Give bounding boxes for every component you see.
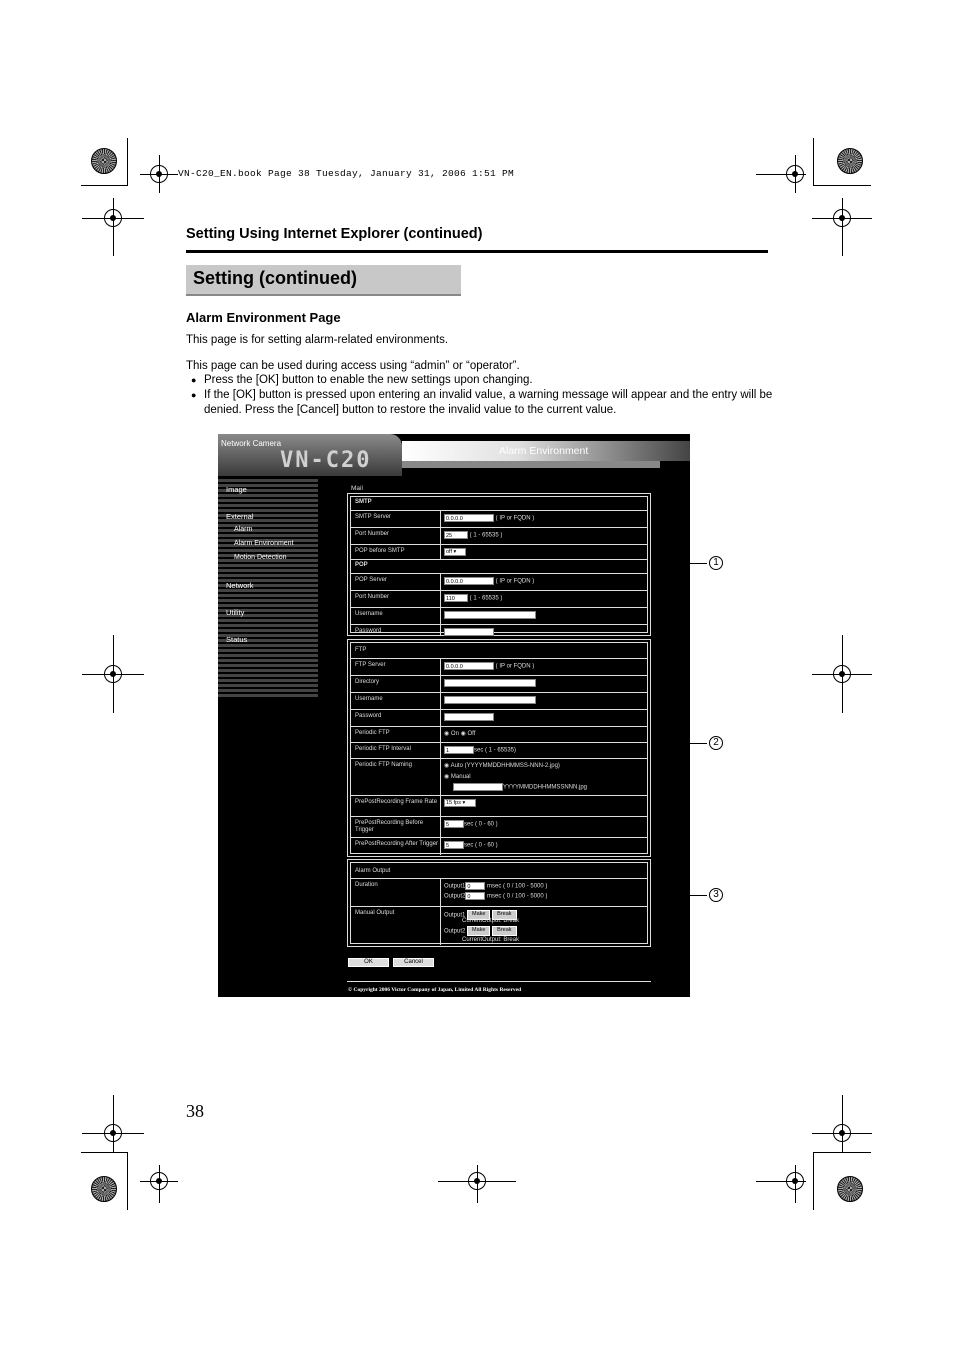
nav-network[interactable]: Network xyxy=(226,581,254,590)
naming-auto-radio[interactable]: ◉ Auto (YYYYMMDDHHMMSS-NNN-2.jpg) xyxy=(444,763,560,769)
ftp-server-row: FTP Server 0.0.0.0 ( IP or FQDN ) xyxy=(351,659,647,676)
mail-heading: Mail xyxy=(351,485,363,492)
registration-rosette-icon xyxy=(91,148,117,174)
duration-output1-input[interactable]: 0 xyxy=(465,882,485,890)
pop-username-input[interactable] xyxy=(444,611,536,619)
cancel-button[interactable]: Cancel xyxy=(393,958,434,967)
callout-line xyxy=(652,563,707,564)
logo-area xyxy=(218,434,402,476)
duration-output2-input[interactable]: 0 xyxy=(465,892,485,900)
output1-break-button[interactable]: Break xyxy=(492,910,516,920)
frame-rate-select[interactable]: 15 fps ▾ xyxy=(444,799,476,807)
alarm-environment-screenshot xyxy=(218,434,690,997)
copyright-text: © Copyright 2006 Victor Company of Japan, Limited All Rights Reserved xyxy=(348,987,522,993)
bullet-icon: ● xyxy=(191,375,197,385)
logo-caption: Network Camera xyxy=(221,439,282,448)
copyright-rule xyxy=(347,981,651,982)
bullet-text-2: If the [OK] button is pressed upon entering an invalid value, a warning message will appear and the entry will be denied. Press the [Cancel] button to restore the invalid value to the current value. xyxy=(204,389,773,416)
periodic-off-radio[interactable]: ◉ Off xyxy=(460,731,476,737)
pop-username-row: Username xyxy=(351,608,647,625)
callout-3: 3 xyxy=(709,888,723,902)
after-trigger-input[interactable]: 5 xyxy=(444,841,464,849)
smtp-port-row: Port Number 25 ( 1 - 65535 ) xyxy=(351,528,647,545)
pop-password-row: Password xyxy=(351,625,647,635)
header-underline xyxy=(402,461,660,468)
nav-external[interactable]: External xyxy=(226,512,254,521)
bullet-icon: ● xyxy=(191,390,197,400)
duration-row: Duration Output1 0 msec ( 0 / 100 - 5000 ) Output2 0 msec ( 0 / 100 - 5000 ) xyxy=(351,879,647,907)
pop-port-row: Port Number 110 ( 1 - 65535 ) xyxy=(351,591,647,608)
output2-current-status: CurrentOutput: Break xyxy=(462,937,520,943)
callout-line xyxy=(652,743,707,744)
section-banner xyxy=(186,265,461,296)
ftp-username-row: Username xyxy=(351,693,647,710)
smtp-server-input[interactable]: 0.0.0.0 xyxy=(444,514,494,522)
output1-make-button[interactable]: Make xyxy=(467,910,490,920)
smtp-header: SMTP xyxy=(351,497,647,511)
pop-before-smtp-select[interactable]: off ▾ xyxy=(444,548,466,556)
naming-manual-radio[interactable]: ◉ Manual xyxy=(444,774,471,780)
output2-make-button[interactable]: Make xyxy=(467,926,490,936)
page-number: 38 xyxy=(186,1101,204,1121)
periodic-interval-row: Periodic FTP Interval 1 sec ( 1 - 65535) xyxy=(351,743,647,759)
alarm-output-group xyxy=(347,859,651,947)
nav-alarm-environment[interactable]: Alarm Environment xyxy=(234,540,294,547)
nav-alarm[interactable]: Alarm xyxy=(234,526,253,533)
registration-rosette-icon xyxy=(91,1176,117,1202)
ftp-directory-row: Directory xyxy=(351,676,647,693)
product-logo: VN-C20 xyxy=(280,448,372,473)
ftp-settings-group xyxy=(347,639,651,857)
page-title: Alarm Environment xyxy=(499,445,589,457)
naming-manual-input[interactable] xyxy=(453,783,503,791)
smtp-server-row: SMTP Server 0.0.0.0 ( IP or FQDN ) xyxy=(351,511,647,528)
callout-1: 1 xyxy=(709,556,723,570)
before-trigger-input[interactable]: 5 xyxy=(444,820,464,828)
section-title: Setting Using Internet Explorer (continued) xyxy=(186,226,483,242)
output2-break-button[interactable]: Break xyxy=(492,926,516,936)
ftp-server-input[interactable]: 0.0.0.0 xyxy=(444,662,494,670)
pop-password-input[interactable] xyxy=(444,628,494,636)
pop-server-row: POP Server 0.0.0.0 ( IP or FQDN ) xyxy=(351,574,647,591)
before-trigger-row: PrePostRecording Before Trigger 5 sec ( 0 - 60 ) xyxy=(351,817,647,838)
manual-output-row: Manual Output Output1 Make Break CurrentOutput: Break Output2 Make Break CurrentOutput: Break xyxy=(351,907,647,945)
ftp-directory-input[interactable] xyxy=(444,679,536,687)
print-header: VN-C20_EN.book Page 38 Tuesday, January 31, 2006 1:51 PM xyxy=(178,168,515,179)
bullet-text-1: Press the [OK] button to enable the new settings upon changing. xyxy=(204,374,533,386)
callout-2: 2 xyxy=(709,736,723,750)
banner-title: Setting (continued) xyxy=(193,268,357,288)
registration-rosette-icon xyxy=(837,148,863,174)
ok-button[interactable]: OK xyxy=(348,958,389,967)
pop-port-input[interactable]: 110 xyxy=(444,594,468,602)
callout-line xyxy=(652,895,707,896)
nav-status[interactable]: Status xyxy=(226,635,248,644)
frame-rate-row: PrePostRecording Frame Rate 15 fps ▾ xyxy=(351,796,647,817)
pop-before-smtp-row: POP before SMTP off ▾ xyxy=(351,545,647,560)
output1-current-status: CurrentOutput: Break xyxy=(462,918,520,924)
ftp-password-row: Password xyxy=(351,710,647,727)
mail-settings-group xyxy=(347,493,651,636)
intro-text: This page is for setting alarm-related environments. xyxy=(186,334,449,346)
access-note: This page can be used during access using “admin” or “operator”. xyxy=(186,360,520,372)
section-rule xyxy=(186,250,768,253)
periodic-interval-input[interactable]: 1 xyxy=(444,746,474,754)
periodic-on-radio[interactable]: ◉ On xyxy=(444,731,459,737)
registration-rosette-icon xyxy=(837,1176,863,1202)
after-trigger-row: PrePostRecording After Trigger 5 sec ( 0 - 60 ) xyxy=(351,838,647,855)
ftp-password-input[interactable] xyxy=(444,713,494,721)
pop-header: POP xyxy=(351,560,647,574)
pop-server-input[interactable]: 0.0.0.0 xyxy=(444,577,494,585)
subsection-title: Alarm Environment Page xyxy=(186,310,341,325)
periodic-naming-row: Periodic FTP Naming ◉ Auto (YYYYMMDDHHMMSS-NNN-2.jpg) ◉ Manual YYYYMMDDHHMMSSNNN.jpg xyxy=(351,759,647,796)
smtp-port-input[interactable]: 25 xyxy=(444,531,468,539)
nav-utility[interactable]: Utility xyxy=(226,608,245,617)
nav-image[interactable]: Image xyxy=(226,485,247,494)
nav-motion-detection[interactable]: Motion Detection xyxy=(234,554,287,561)
alarm-output-header: Alarm Output xyxy=(351,863,647,879)
ftp-header: FTP xyxy=(351,643,647,659)
ftp-username-input[interactable] xyxy=(444,696,536,704)
periodic-ftp-row: Periodic FTP ◉ On ◉ Off xyxy=(351,727,647,743)
